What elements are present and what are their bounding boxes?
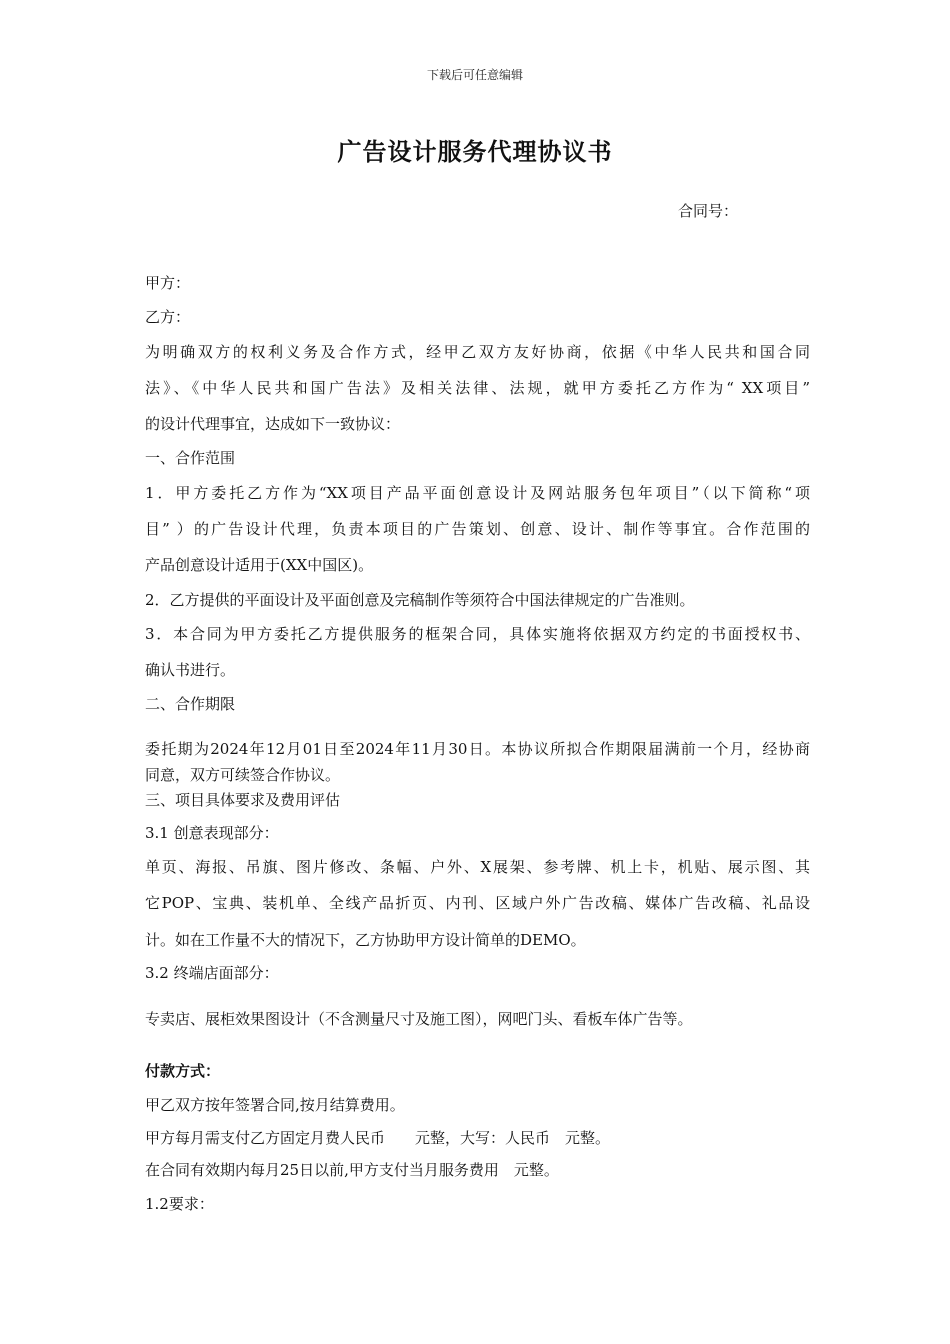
document-title: 广告设计服务代理协议书	[337, 138, 613, 166]
party-a-line: 甲方：	[145, 274, 191, 292]
scope-paragraph-line: 计。如在工作量不大的情况下，乙方协助甲方设计简单的DEMO。	[145, 931, 586, 949]
scope-paragraph-line: 单页、海报、吊旗、图片修改、条幅、户外、X展架、参考牌、机上卡，机贴、展示图、其	[145, 858, 810, 876]
payment-line: 在合同有效期内每月25日以前,甲方支付当月服务费用 元整。	[145, 1161, 559, 1179]
term-paragraph-line: 同意，双方可续签合作协议。	[145, 766, 341, 784]
section-heading: 一、合作范围	[145, 449, 236, 467]
clause-line: 3．本合同为甲方委托乙方提供服务的框架合同，具体实施将依据双方约定的书面授权书、	[145, 625, 810, 643]
section-heading: 三、项目具体要求及费用评估	[145, 791, 341, 809]
term-paragraph-line: 委托期为2024年12月01日至2024年11月30日。本协议所拟合作期限届满前一个月，经协商	[145, 740, 810, 758]
subsection-heading: 3.1 创意表现部分：	[145, 824, 279, 842]
requirements-heading: 1.2要求：	[145, 1195, 214, 1213]
payment-heading: 付款方式：	[145, 1062, 221, 1080]
payment-line: 甲乙双方按年签署合同,按月结算费用。	[145, 1096, 405, 1114]
scope-paragraph-line: 它POP、宝典、装机单、全线产品折页、内刊、区域户外广告改稿、媒体广告改稿、礼品设	[145, 894, 810, 912]
header-note: 下载后可任意编辑	[426, 68, 523, 82]
clause-line: 产品创意设计适用于(XX中国区)。	[145, 556, 374, 574]
clause-line: 确认书进行。	[145, 661, 236, 679]
contract-number-label: 合同号：	[678, 202, 739, 220]
party-b-line: 乙方：	[145, 308, 191, 326]
intro-paragraph-line: 的设计代理事宜，达成如下一致协议：	[145, 415, 401, 433]
subsection-heading: 3.2 终端店面部分：	[145, 964, 279, 982]
intro-paragraph-line: 法》、《中华人民共和国广告法》及相关法律、法规，就甲方委托乙方作为“ XX项目”	[145, 379, 810, 397]
payment-line: 甲方每月需支付乙方固定月费人民币 元整，大写：人民币 元整。	[145, 1129, 611, 1147]
clause-line: 2．乙方提供的平面设计及平面创意及完稿制作等须符合中国法律规定的广告准则。	[145, 591, 695, 609]
intro-paragraph-line: 为明确双方的权利义务及合作方式，经甲乙双方友好协商，依据《中华人民共和国合同	[145, 343, 810, 361]
clause-line: 目” ）的广告设计代理，负责本项目的广告策划、创意、设计、制作等事宜。合作范围的	[145, 520, 810, 538]
clause-line: 1．甲方委托乙方作为“XX项目产品平面创意设计及网站服务包年项目”（以下简称“项	[145, 484, 810, 502]
section-heading: 二、合作期限	[145, 695, 236, 713]
store-paragraph-line: 专卖店、展柜效果图设计（不含测量尺寸及施工图），网吧门头、看板车体广告等。	[145, 1010, 693, 1028]
